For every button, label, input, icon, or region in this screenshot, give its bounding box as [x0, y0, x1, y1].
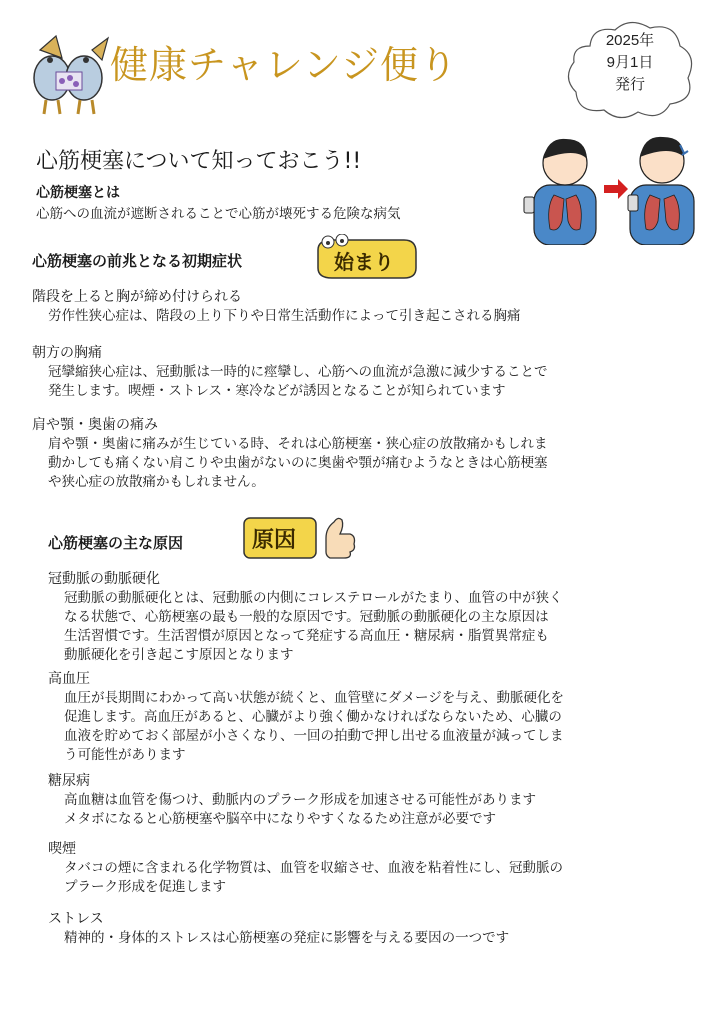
cause-item [48, 670, 564, 765]
symptom-line: 動かしても痛くない肩こりや虫歯がないのに奥歯や顎が痛むようなときは心筋梗塞 [48, 455, 548, 471]
symptom-line: 労作性狭心症は、階段の上り下りや日常生活動作によって引き起こされる胸痛 [48, 308, 521, 324]
cause-line: 動脈硬化を引き起こす原因となります [64, 647, 294, 663]
cause-line: タバコの煙に含まれる化学物質は、血管を収縮させ、血液を粘着性にし、冠動脈の [64, 860, 563, 876]
symptom-line: 発生します。喫煙・ストレス・寒冷などが誘因となることが知られています [48, 383, 506, 399]
cause-line: なる状態で、心筋梗塞の最も一般的な原因です。冠動脈の動脈硬化の主な原因は [64, 609, 549, 625]
cause-line: 血圧が長期間にわかって高い状態が続くと、血管壁にダメージを与え、動脈硬化を [64, 690, 565, 706]
cause-line: 生活習慣です。生活習慣が原因となって発症する高血圧・糖尿病・脂質異常症も [64, 628, 549, 644]
cause-title: 喫煙 [48, 841, 76, 857]
symptom-line: 冠攣縮狭心症は、冠動脈は一時的に痙攣し、心筋への血流が急激に減少することで [48, 364, 548, 380]
cause-title: ストレス [48, 911, 104, 927]
page-title: 心筋梗塞について知っておこう!! [36, 149, 362, 174]
cause-item [48, 910, 509, 948]
cause-line: 促進します。高血圧があると、心臓がより強く働かなければならないため、心臓の [64, 709, 562, 725]
cause-title: 高血圧 [48, 671, 90, 687]
symptom-title: 朝方の胸痛 [32, 345, 102, 361]
chest-pain-people-illustration [520, 125, 700, 245]
symptom-item [32, 288, 521, 326]
symptom-title: 階段を上ると胸が締め付けられる [32, 289, 242, 305]
cause-line: う可能性があります [64, 747, 186, 763]
definition-body: 心筋への血流が遮断されることで心筋が壊死する危険な病気 [36, 206, 401, 222]
newsletter-title: 健康チャレンジ便り [110, 43, 458, 87]
cause-line: 高血糖は血管を傷つけ、動脈内のプラーク形成を加速させる可能性があります [64, 792, 536, 808]
symptom-line: や狭心症の放散痛かもしれません。 [48, 474, 265, 490]
hajimari-badge [312, 234, 422, 282]
bird-mascots-illustration [22, 28, 114, 120]
hajimari-badge-text: 始まり [334, 250, 394, 274]
issue-date [560, 30, 700, 96]
issue-label: 発行 [614, 76, 645, 93]
cause-line: 冠動脈の動脈硬化とは、冠動脈の内側にコレステロールがたまり、血管の中が狭く [64, 590, 563, 606]
genin-badge-text: 原因 [252, 528, 297, 553]
causes-section-heading: 心筋梗塞の主な原因 [48, 534, 184, 552]
cause-line: メタボになると心筋梗塞や脳卒中になりやすくなるため注意が必要です [64, 811, 496, 827]
symptom-line: 肩や顎・奥歯に痛みが生じている時、それは心筋梗塞・狭心症の放散痛かもしれま [48, 436, 548, 452]
cause-item [48, 772, 536, 829]
cause-title: 糖尿病 [48, 773, 90, 789]
genin-badge [240, 512, 358, 562]
cause-line: 血液を貯めておく部屋が小さくなり、一回の拍動で押し出せる血液量が減ってしま [64, 728, 564, 744]
symptom-item [32, 416, 548, 492]
issue-day: 9月1日 [606, 54, 654, 71]
definition-heading: 心筋梗塞とは [36, 185, 120, 201]
cause-line: プラーク形成を促進します [64, 879, 226, 895]
cause-item [48, 840, 563, 897]
issue-year: 2025年 [605, 32, 655, 49]
cause-title: 冠動脈の動脈硬化 [48, 571, 160, 587]
symptom-item [32, 344, 548, 401]
cause-item [48, 570, 563, 665]
symptoms-section-heading: 心筋梗塞の前兆となる初期症状 [32, 252, 243, 270]
cause-line: 精神的・身体的ストレスは心筋梗塞の発症に影響を与える要因の一つです [64, 930, 510, 946]
symptom-title: 肩や顎・奥歯の痛み [32, 417, 158, 433]
